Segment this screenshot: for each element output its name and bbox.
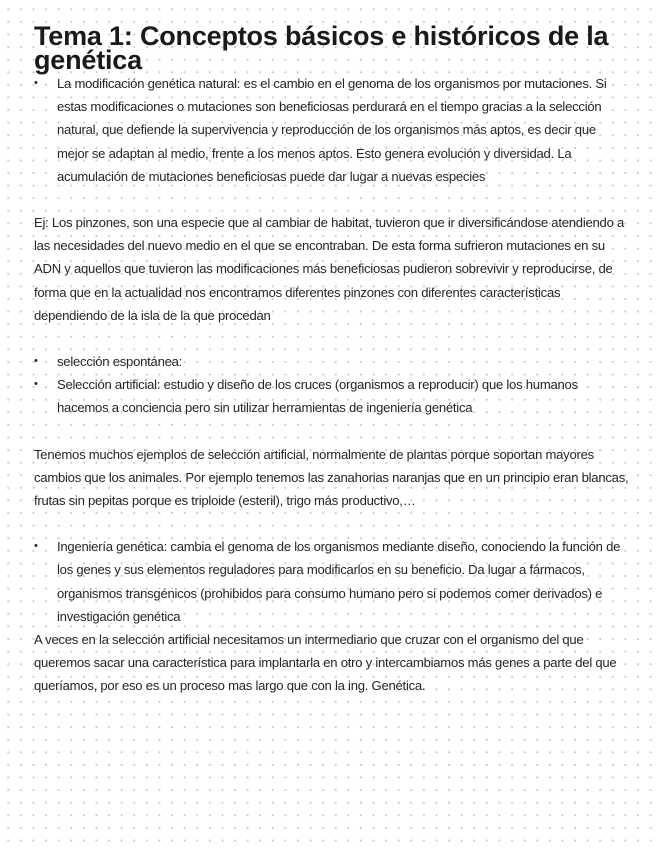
example-paragraph: Ej: Los pinzones, son una especie que al cambiar de habitat, tuvieron que ir diversificándose atendiendo a las necesidades del nuevo medio en el que se encontraban. De esta forma sufrieron mutaciones en su ADN y aquellos que tuvieron las modificaciones más beneficiosas pudieron sobrevivir y reproducirse, de forma que en la actualidad nos encontramos diferentes pinzones con diferentes características dependiendo de la isla de la que procedan	[34, 215, 625, 323]
bullet-spontaneous-selection: • selección espontánea:	[34, 350, 630, 373]
selection-bullet-list	[34, 350, 630, 420]
spacer	[34, 188, 630, 211]
spacer	[34, 512, 630, 535]
spacer	[34, 327, 630, 350]
page-title: Tema 1: Conceptos básicos e históricos de la genética	[34, 21, 609, 75]
engineering-bullet-list	[34, 535, 630, 628]
closing-paragraph: A veces en la selección artificial necesitamos un intermediario que cruzar con el organismo del que queremos sacar una característica para implantarla en otro y intercambiamos más genes a parte del que queríamos, por eso es un proceso mas largo que con la ing. Genética.	[34, 632, 617, 694]
intro-bullet-list	[34, 72, 630, 188]
bullet-genetic-engineering: • Ingeniería genética: cambia el genoma de los organismos mediante diseño, conociendo la función de los genes y sus elementos reguladores para modificarlos en su beneficio. Da lugar a fármacos, organismos transgénicos (prohibidos para consumo humano pero si podemos comer derivados) e investigación genética	[34, 535, 630, 628]
bullet-natural-modification: • La modificación genética natural: es el cambio en el genoma de los organismos por mutaciones. Si estas modificaciones o mutaciones son beneficiosas perdurará en el tiempo gracias a la selección natural, que defiende la supervivencia y reproducción de los organismos más aptos, es decir que mejor se adaptan al medio, frente a los menos aptos. Esto genera evolución y diversidad. La acumulación de mutaciones beneficiosas puede dar lugar a nuevas especies	[34, 72, 630, 188]
artificial-selection-paragraph: Tenemos muchos ejemplos de selección artificial, normalmente de plantas porque soportan mayores cambios que los animales. Por ejemplo tenemos las zanahorias naranjas que en un principio eran blancas, frutas sin pepitas porque es triploide (esteril), trigo más productivo,…	[34, 446, 629, 509]
bullet-artificial-selection: • Selección artificial: estudio y diseño de los cruces (organismos a reproducir) que los humanos hacemos a conciencia pero sin utilizar herramientas de ingeniería genética	[34, 373, 630, 419]
document-page	[34, 21, 630, 698]
document-body	[34, 72, 630, 698]
spacer	[34, 420, 630, 443]
